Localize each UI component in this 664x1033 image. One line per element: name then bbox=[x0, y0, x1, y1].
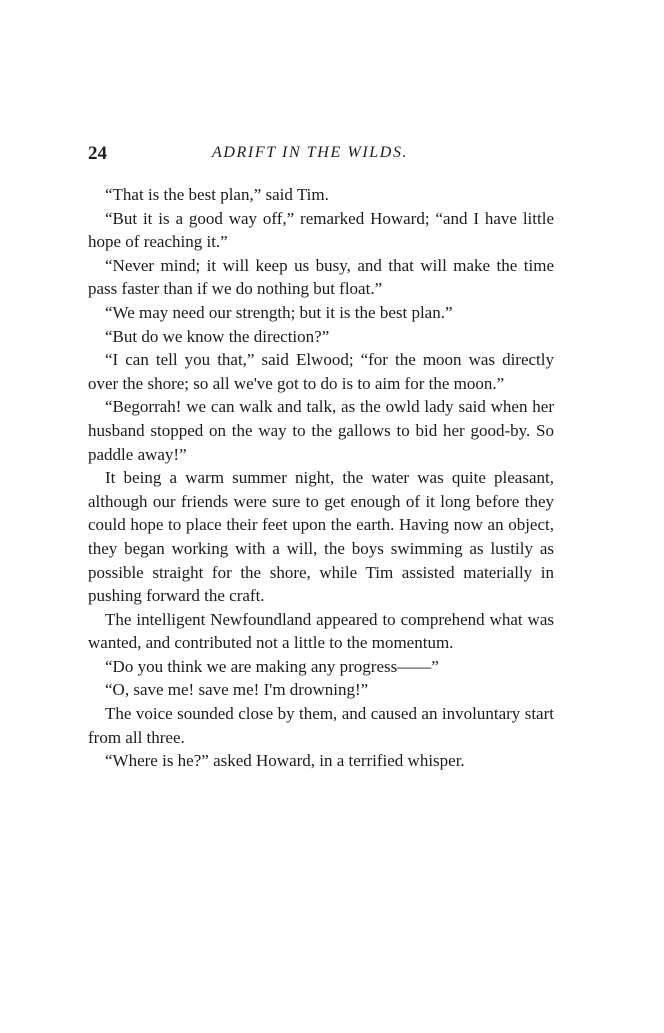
paragraph: “Never mind; it will keep us busy, and that will make the time pass faster than if we do nothing but float.” bbox=[88, 255, 554, 299]
paragraph: “Do you think we are making any progress——” bbox=[105, 656, 439, 676]
paragraph: “O, save me! save me! I'm drowning!” bbox=[105, 680, 369, 700]
running-head bbox=[88, 143, 554, 169]
running-title: ADRIFT IN THE WILDS. bbox=[212, 144, 409, 161]
paragraph: “Begorrah! we can walk and talk, as the owld lady said when her husband stopped on the way to the gallows to bid her good-by. So paddle away!” bbox=[88, 397, 554, 464]
body-text bbox=[88, 183, 554, 773]
paragraph: “Where is he?” asked Howard, in a terrified whisper. bbox=[105, 751, 465, 771]
paragraph: The intelligent Newfoundland appeared to comprehend what was wanted, and contributed not a little to the momentum. bbox=[88, 609, 554, 653]
paragraph: “I can tell you that,” said Elwood; “for the moon was directly over the shore; so all we've got to do is to aim for the moon.” bbox=[88, 350, 554, 393]
page-number: 24 bbox=[88, 143, 107, 164]
paragraph: The voice sounded close by them, and caused an involuntary start from all three. bbox=[88, 704, 554, 747]
book-page bbox=[88, 143, 554, 773]
paragraph: “That is the best plan,” said Tim. bbox=[105, 185, 329, 204]
paragraph: It being a warm summer night, the water was quite pleasant, although our friends were sure to get enough of it long before they could hope to place their feet upon the earth. Having now an object, they began working with a will, the boys swimming as lustily as possible straight for the shore, while Tim assisted materially in pushing forward the craft. bbox=[88, 468, 554, 606]
paragraph: “We may need our strength; but it is the best plan.” bbox=[105, 302, 453, 322]
paragraph: “But do we know the direction?” bbox=[105, 326, 330, 346]
paragraph: “But it is a good way off,” remarked Howard; “and I have little hope of reaching it.” bbox=[88, 208, 554, 252]
